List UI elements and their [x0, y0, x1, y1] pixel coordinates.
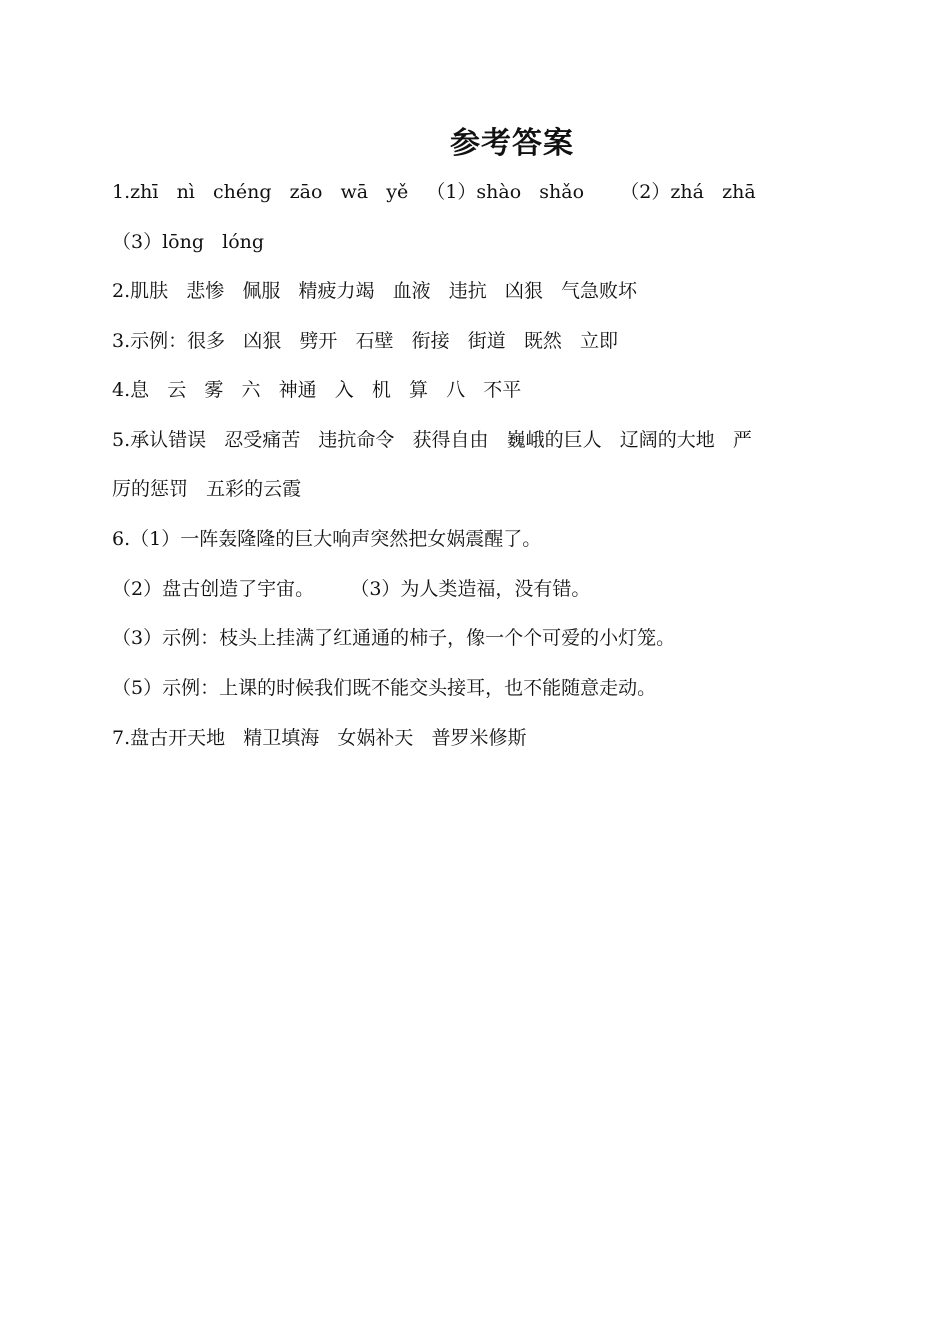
answer-line-6: 6.（1）一阵轰隆隆的巨大响声突然把女娲震醒了。	[112, 528, 542, 550]
answer-line-4: 4.息 云 雾 六 神通 入 机 算 八 不平	[112, 379, 522, 401]
answer-line-2: 2.肌肤 悲惨 佩服 精疲力竭 血液 违抗 凶狠 气急败坏	[112, 280, 637, 302]
answer-line-3: 3.示例：很多 凶狠 劈开 石壁 衔接 街道 既然 立即	[112, 330, 618, 352]
answer-line-6-2: （2）盘古创造了宇宙。 （3）为人类造福，没有错。	[112, 578, 591, 600]
answer-line-1-cont: （3）lōng lóng	[112, 231, 265, 253]
answer-line-6-4: （3）示例：枝头上挂满了红通通的柿子，像一个个可爱的小灯笼。	[112, 627, 676, 649]
answer-line-7: 7.盘古开天地 精卫填海 女娲补天 普罗米修斯	[112, 727, 527, 749]
answer-line-6-5: （5）示例：上课的时候我们既不能交头接耳，也不能随意走动。	[112, 677, 657, 699]
answer-line-5-cont: 厉的惩罚 五彩的云霞	[112, 478, 302, 500]
answer-line-1: 1.zhī nì chéng zāo wā yě （1）shào shǎo （2）zhá zhā	[112, 181, 756, 203]
page-title: 参考答案	[450, 126, 574, 161]
answer-line-5: 5.承认错误 忍受痛苦 违抗命令 获得自由 巍峨的巨人 辽阔的大地 严	[112, 429, 752, 451]
